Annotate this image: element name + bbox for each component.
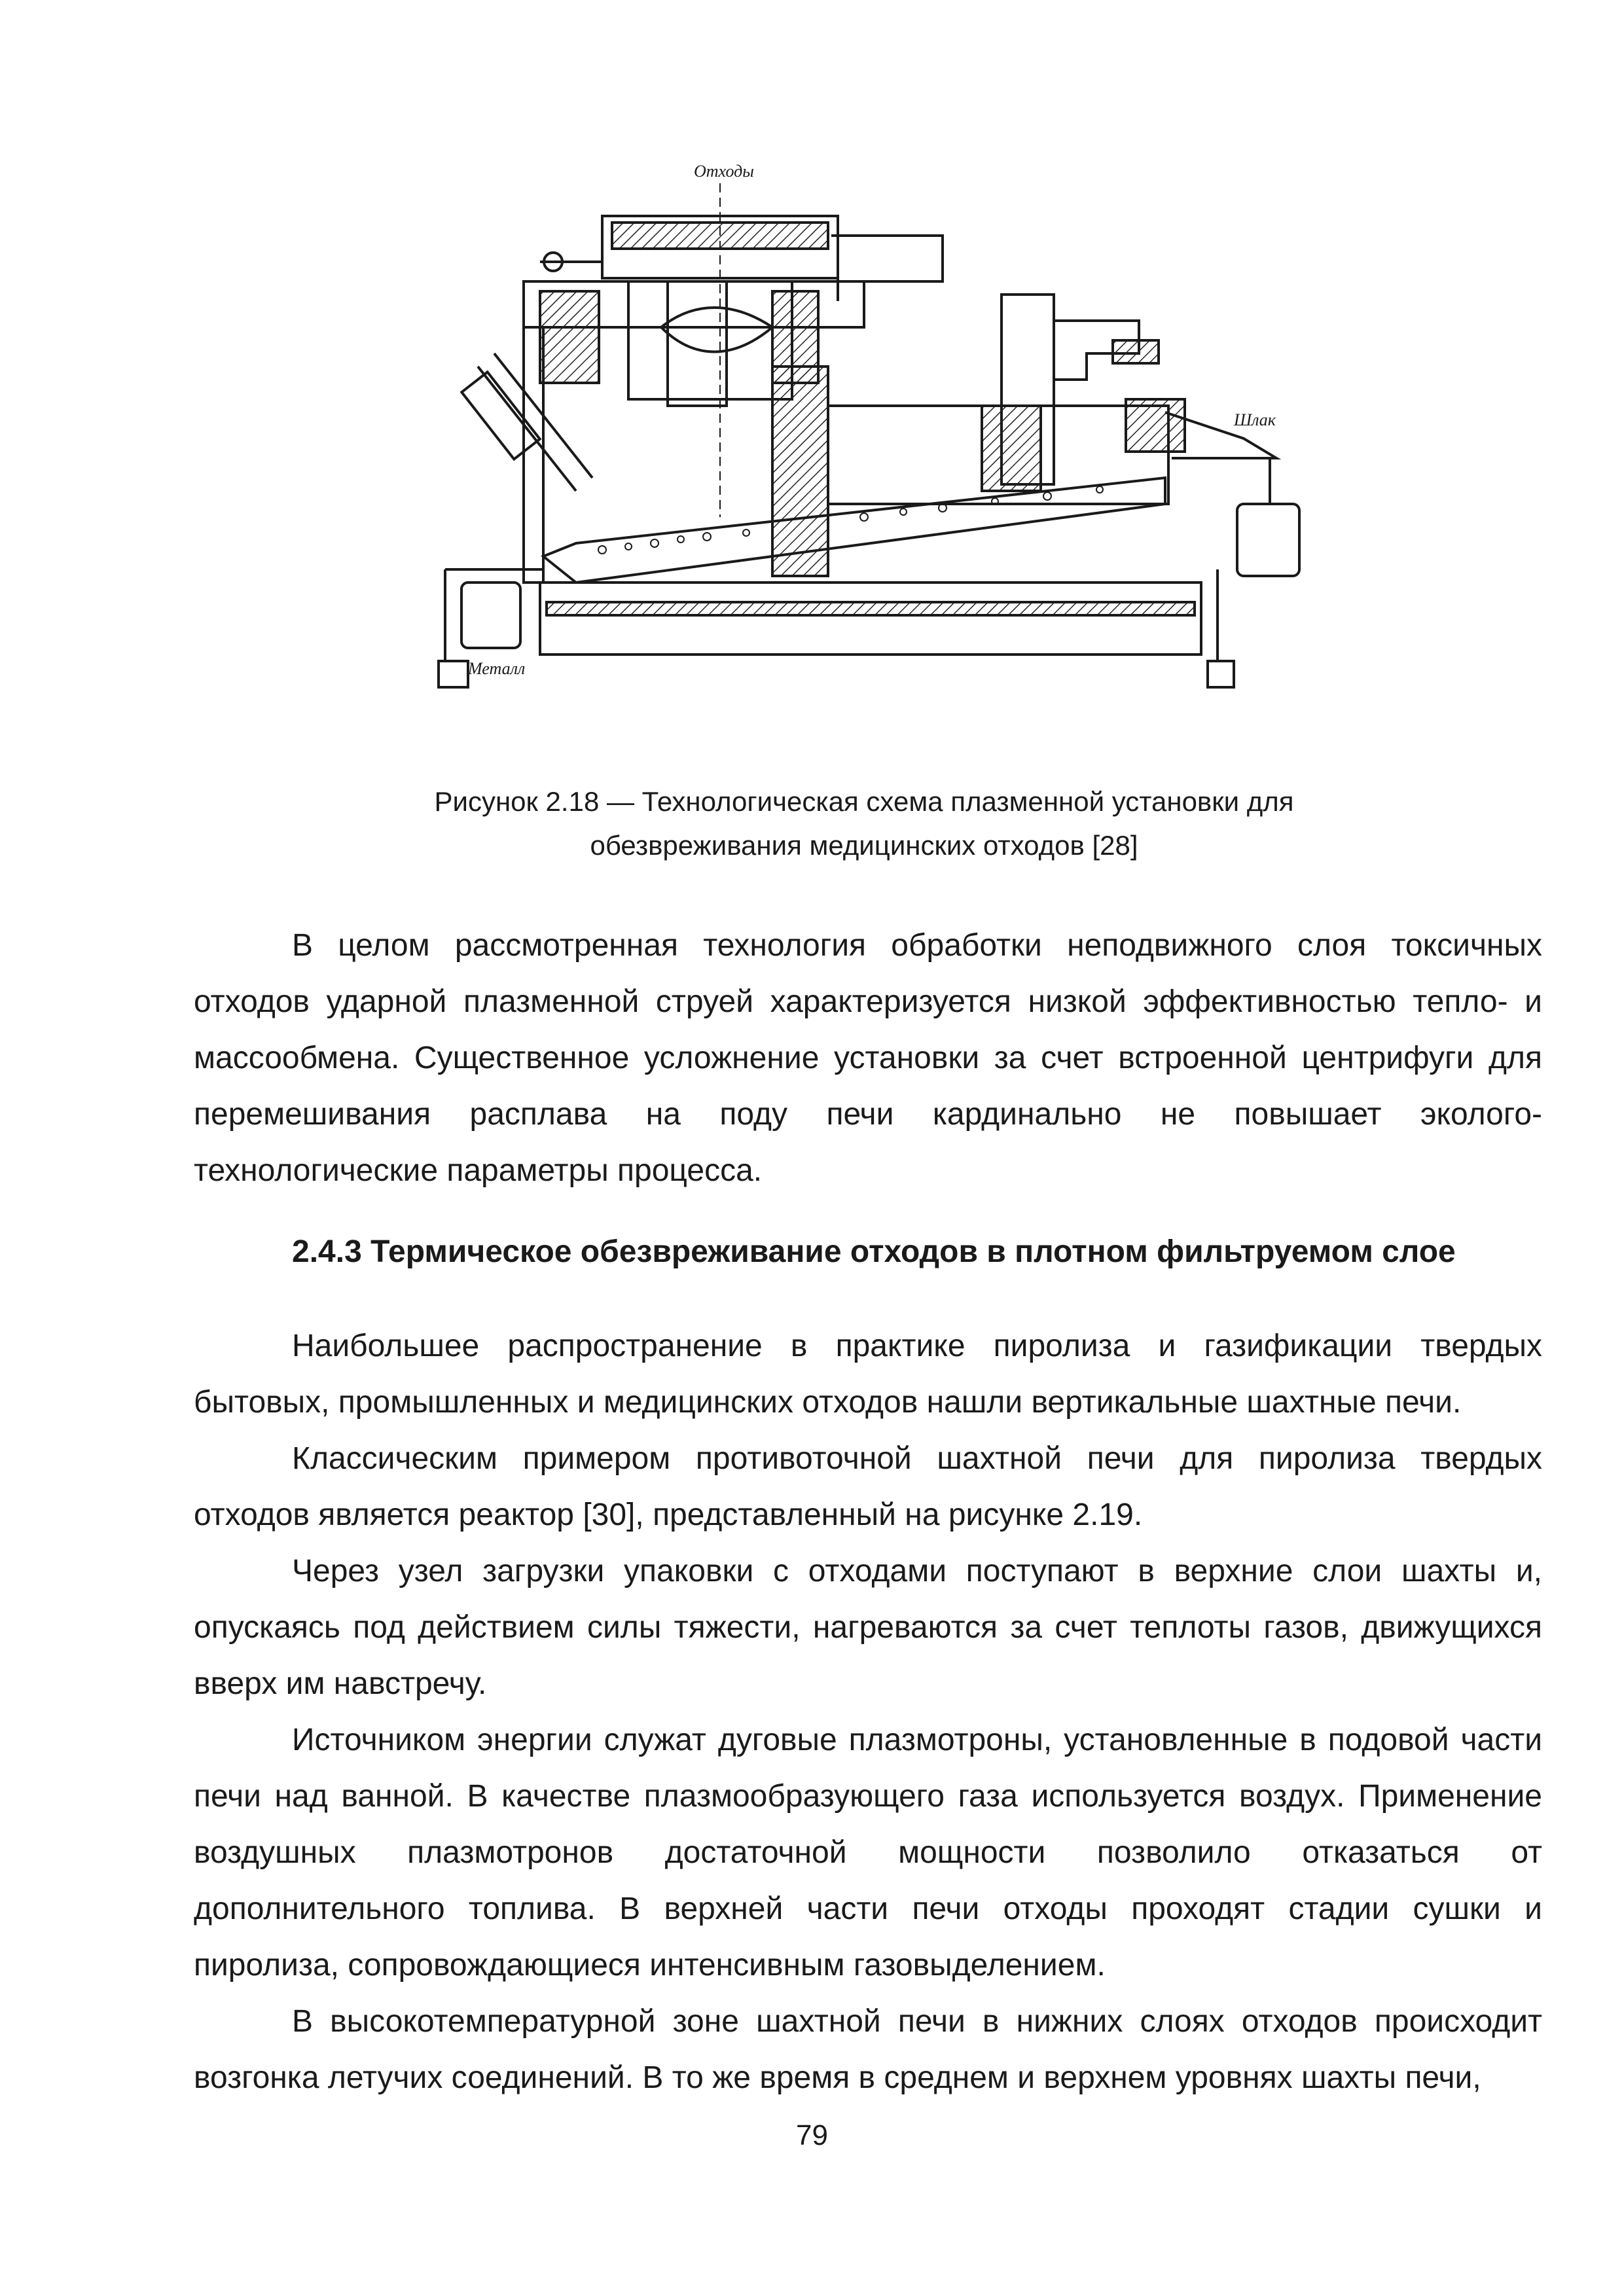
body-section-2 bbox=[194, 1318, 1542, 2106]
paragraph-3: Классическим примером противоточной шахтной печи для пиролиза твердых отходов является реактор [30], представленный на рисунке 2.19. bbox=[194, 1441, 1542, 1532]
melt-bath bbox=[543, 478, 1165, 583]
rotor bbox=[661, 308, 772, 352]
paragraph-5: Источником энергии служат дуговые плазмотроны, установленные в подовой части печи над ванной. В качестве плазмообразующего газа используется воздух. Применение воздушных плазмотронов достаточной мощности позволило отказаться от дополнительного топлива. В верхней части печи отходы проходят стадии сушки и пиролиза, сопровождающиеся интенсивным газовыделением. bbox=[194, 1723, 1542, 1982]
paragraph-6: В высокотемпературной зоне шахтной печи в нижних слоях отходов происходит возгонка летучих соединений. В то же время в среднем и верхнем уровнях шахты печи, bbox=[194, 2004, 1542, 2095]
slag-receiver bbox=[1237, 504, 1299, 576]
paragraph-1: В целом рассмотренная технология обработки неподвижного слоя токсичных отходов ударной плазменной струей характеризуется низкой эффективностью тепло- и массообмена. Существенное усложнение установки за счет встроенной центрифуги для перемешивания расплава на поду печи кардинально не повышает эколого-технологические параметры процесса. bbox=[194, 928, 1542, 1188]
shaft-wall bbox=[772, 367, 828, 576]
plasma-installation-diagram bbox=[406, 151, 1335, 700]
page-number: 79 bbox=[796, 2119, 828, 2151]
paragraph-2: Наибольшее распространение в практике пиролиза и газификации твердых бытовых, промышленных и медицинских отходов нашли вертикальные шахтные печи. bbox=[194, 1329, 1542, 1420]
body-section-1 bbox=[194, 918, 1542, 1199]
figure-caption-line-1: Рисунок 2.18 — Технологическая схема плазменной установки для bbox=[434, 786, 1294, 817]
centrifuge bbox=[628, 281, 792, 399]
label-waste: Отходы bbox=[694, 162, 754, 181]
metal-receiver bbox=[461, 583, 520, 648]
figure-caption-line-2: обезвреживания медицинских отходов [28] bbox=[590, 830, 1138, 861]
label-metal: Металл bbox=[468, 659, 526, 678]
exhaust-pipe bbox=[831, 236, 943, 301]
paragraph-4: Через узел загрузки упаковки с отходами поступают в верхние слои шахты и, опускаясь под действием силы тяжести, нагреваются за счет теплоты газов, движущихся вверх им навстречу. bbox=[194, 1554, 1542, 1701]
furnace-base bbox=[540, 583, 1201, 655]
label-slag: Шлак bbox=[1234, 410, 1276, 429]
section-heading: 2.4.3 Термическое обезвреживание отходов в плотном фильтруемом слое bbox=[292, 1234, 1456, 1269]
diagram-svg bbox=[406, 151, 1335, 700]
